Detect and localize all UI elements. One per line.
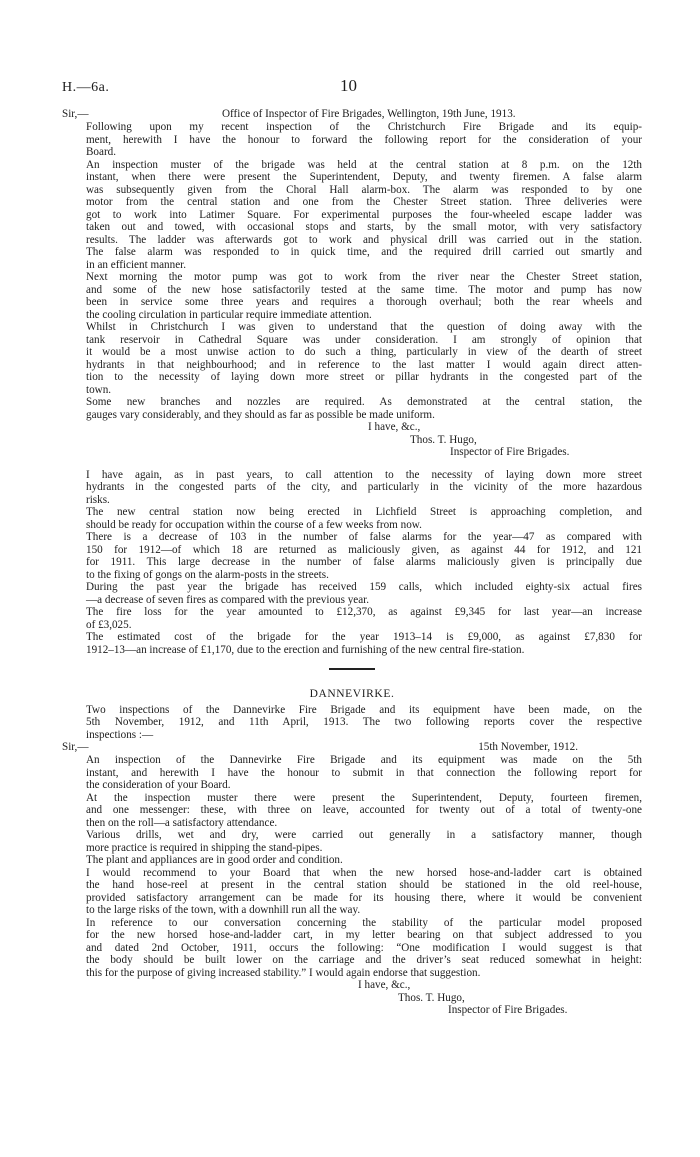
text-line: The false alarm was responded to in quick time, and the required drill carried out smartly and [86, 246, 642, 258]
text-line: The plant and appliances are in good order and condition. [86, 854, 343, 866]
paragraph [62, 121, 642, 159]
text-line: An inspection of the Dannevirke Fire Brigade and its equipment was made on the 5th [86, 754, 642, 766]
text-line: results. The ladder was afterwards got to work and physical drill was carried out in the station. [86, 233, 642, 246]
paragraph [62, 917, 642, 980]
paragraph [62, 606, 642, 631]
text-line: and one messenger: these, with three on leave, accounted for twenty out of a total of twenty-one [86, 804, 642, 816]
section-title: DANNEVIRKE. [309, 688, 395, 700]
paragraph [62, 829, 642, 854]
signature: Thos. T. Hugo, [398, 991, 465, 1004]
text-line: more practice is required in shipping the stand-pipes. [86, 841, 323, 854]
text-line: should be ready for occupation within the course of a few weeks from now. [86, 518, 422, 531]
salutation: Sir,— [62, 741, 89, 753]
dannevirke-salutation-line [62, 741, 642, 754]
text-line: During the past year the brigade has received 159 calls, which included eighty-six actual fires [86, 581, 642, 593]
paragraph [62, 792, 642, 830]
text-line: Some new branches and nozzles are required. As demonstrated at the central station, the [86, 396, 642, 408]
paragraph [62, 867, 642, 917]
text-line: town. [86, 383, 112, 396]
text-line: gauges vary considerably, and they should as far as possible be made uniform. [86, 408, 435, 421]
text-line: hydrants in the congested parts of the city, and particularly in the vicinity of the more hazardous [86, 481, 642, 493]
text-line: The estimated cost of the brigade for the year 1913–14 is £9,000, as against £7,830 for [86, 631, 642, 643]
paragraph [62, 631, 642, 656]
paragraph [62, 854, 642, 867]
salutation: Sir,— [62, 108, 89, 120]
text-line: Board. [86, 146, 117, 158]
closing: I have, &c., [358, 979, 411, 991]
dannevirke-intro [62, 704, 642, 742]
text-line: it would be a most unwise action to do such a thing, particularly in view of the dearth of street [86, 346, 642, 358]
dannevirke-report-body [62, 754, 642, 979]
text-line: and dated 2nd October, 1911, occurs the following: “One modification I would suggest is that [86, 941, 642, 954]
text-line: the cooling circulation in particular require immediate attention. [86, 308, 372, 321]
text-line: for the new horsed hose-and-ladder cart, in my letter bearing on that subject addressed to you [86, 929, 642, 941]
text-line: 150 for 1912—of which 18 are returned as maliciously given, as against 44 for 1912, and 121 [86, 543, 642, 556]
text-line: then on the roll—a satisfactory attendance. [86, 816, 278, 829]
text-line: in an efficient manner. [86, 258, 187, 271]
text-line: I would recommend to your Board that when the new horsed hose-and-ladder cart is obtained [86, 866, 642, 879]
signature-line [62, 992, 642, 1005]
text-line: and some of the new hose satisfactorily tested at the same time. The motor and pump has now [86, 283, 642, 296]
paragraph [62, 704, 642, 742]
paragraph [62, 531, 642, 581]
text-line: got to work into Latimer Square. For experimental purposes the four-wheeled escape ladder was [86, 208, 642, 221]
text-line: Following upon my recent inspection of the Christchurch Fire Brigade and its equip- [86, 121, 642, 133]
paragraph [62, 581, 642, 606]
text-line: instant, when there were present the Superintendent, Deputy, and twenty firemen. A false alarm [86, 171, 642, 183]
page-content [62, 108, 642, 1017]
paragraph [62, 754, 642, 792]
salutation-line [62, 108, 642, 121]
christchurch-summary [62, 469, 642, 657]
text-line: 1912–13—an increase of £1,170, due to the erection and furnishing of the new central fire-station. [86, 643, 525, 656]
letter-date: 15th November, 1912. [478, 741, 578, 753]
closing: I have, &c., [368, 421, 421, 433]
page-header [62, 76, 642, 100]
text-line: the consideration of your Board. [86, 779, 231, 791]
text-line: motor from the central station and one from the Chester Street station. Three deliveries were [86, 196, 642, 208]
text-line: hydrants in that neighbourhood; and in reference to the last matter I would again direct atten- [86, 358, 642, 371]
text-line: provided satisfactory arrangement can be made for its housing there, where it would be convenient [86, 891, 642, 904]
paragraph [62, 469, 642, 507]
paragraph [62, 271, 642, 321]
report-code: H.—6a. [62, 80, 110, 95]
text-line: —a decrease of seven fires as compared with the previous year. [86, 593, 370, 606]
text-line: to the fixing of gongs on the alarm-posts in the streets. [86, 568, 329, 581]
signature-title-line [62, 446, 642, 459]
page-number: 10 [340, 76, 357, 95]
text-line: tank reservoir in Cathedral Square was under consideration. I am strongly of opinion that [86, 333, 642, 346]
text-line: risks. [86, 493, 110, 506]
paragraph [62, 506, 642, 531]
signature-title-line [62, 1004, 642, 1017]
text-line: tion to the necessity of laying down more street or pillar hydrants in the congested part of the [86, 371, 642, 383]
text-line: An inspection muster of the brigade was held at the central station at 8 p.m. on the 12th [86, 158, 642, 171]
text-line: The fire loss for the year amounted to £12,370, as against £9,345 for last year—an increase [86, 606, 642, 618]
closing-line [62, 979, 642, 992]
text-line: the hand hose-reel at present in the central station should be stationed in the old reel-house, [86, 879, 642, 891]
text-line: Whilst in Christchurch I was given to understand that the question of doing away with the [86, 321, 642, 333]
christchurch-report-body [62, 121, 642, 421]
paragraph [62, 159, 642, 272]
section-divider [329, 668, 375, 670]
letter-heading: Office of Inspector of Fire Brigades, Wellington, 19th June, 1913. [222, 108, 516, 120]
text-line: The new central station now being erected in Lichfield Street is approaching completion, and [86, 506, 642, 518]
text-line: to the large risks of the town, with a downhill run all the way. [86, 904, 361, 916]
text-line: Next morning the motor pump was got to work from the river near the Chester Street station, [86, 271, 642, 283]
text-line: the body should be built lower on the carriage and the driver’s seat reduced somewhat in height: [86, 954, 642, 966]
text-line: this for the purpose of giving increased stability.” I would again endorse that suggestion. [86, 966, 481, 979]
text-line: of £3,025. [86, 618, 132, 631]
closing-line [62, 421, 642, 434]
paragraph [62, 321, 642, 396]
text-line: Two inspections of the Dannevirke Fire Brigade and its equipment have been made, on the [86, 703, 642, 716]
signature-title: Inspector of Fire Brigades. [448, 1004, 568, 1016]
text-line: was subsequently given from the Choral Hall alarm-box. The alarm was responded to by one [86, 183, 642, 196]
text-line: At the inspection muster there were present the Superintendent, Deputy, fourteen firemen, [86, 791, 642, 804]
text-line: There is a decrease of 103 in the number of false alarms for the year—47 as compared with [86, 531, 642, 543]
signature-line [62, 434, 642, 447]
text-line: taken out and towed, with occasional stops and starts, by the small motor, with very satisfactory [86, 221, 642, 233]
text-line: Various drills, wet and dry, were carried out generally in a satisfactory manner, though [86, 829, 642, 841]
text-line: 5th November, 1912, and 11th April, 1913. The two following reports cover the respective [86, 716, 642, 728]
text-line: In reference to our conversation concerning the stability of the particular model proposed [86, 916, 642, 929]
paragraph [62, 396, 642, 421]
signature-title: Inspector of Fire Brigades. [450, 446, 570, 458]
text-line: I have again, as in past years, to call attention to the necessity of laying down more street [86, 468, 642, 481]
text-line: ment, herewith I have the honour to forward the following report for the consideration of your [86, 133, 642, 146]
text-line: instant, and herewith I have the honour to submit in that connection the following report for [86, 766, 642, 779]
text-line: inspections :— [86, 728, 154, 741]
text-line: for 1911. This large decrease in the number of false alarms maliciously given is principally due [86, 556, 642, 568]
signature: Thos. T. Hugo, [410, 433, 477, 446]
text-line: been in service some three years and requires a thorough overhaul; both the rear wheels and [86, 296, 642, 308]
